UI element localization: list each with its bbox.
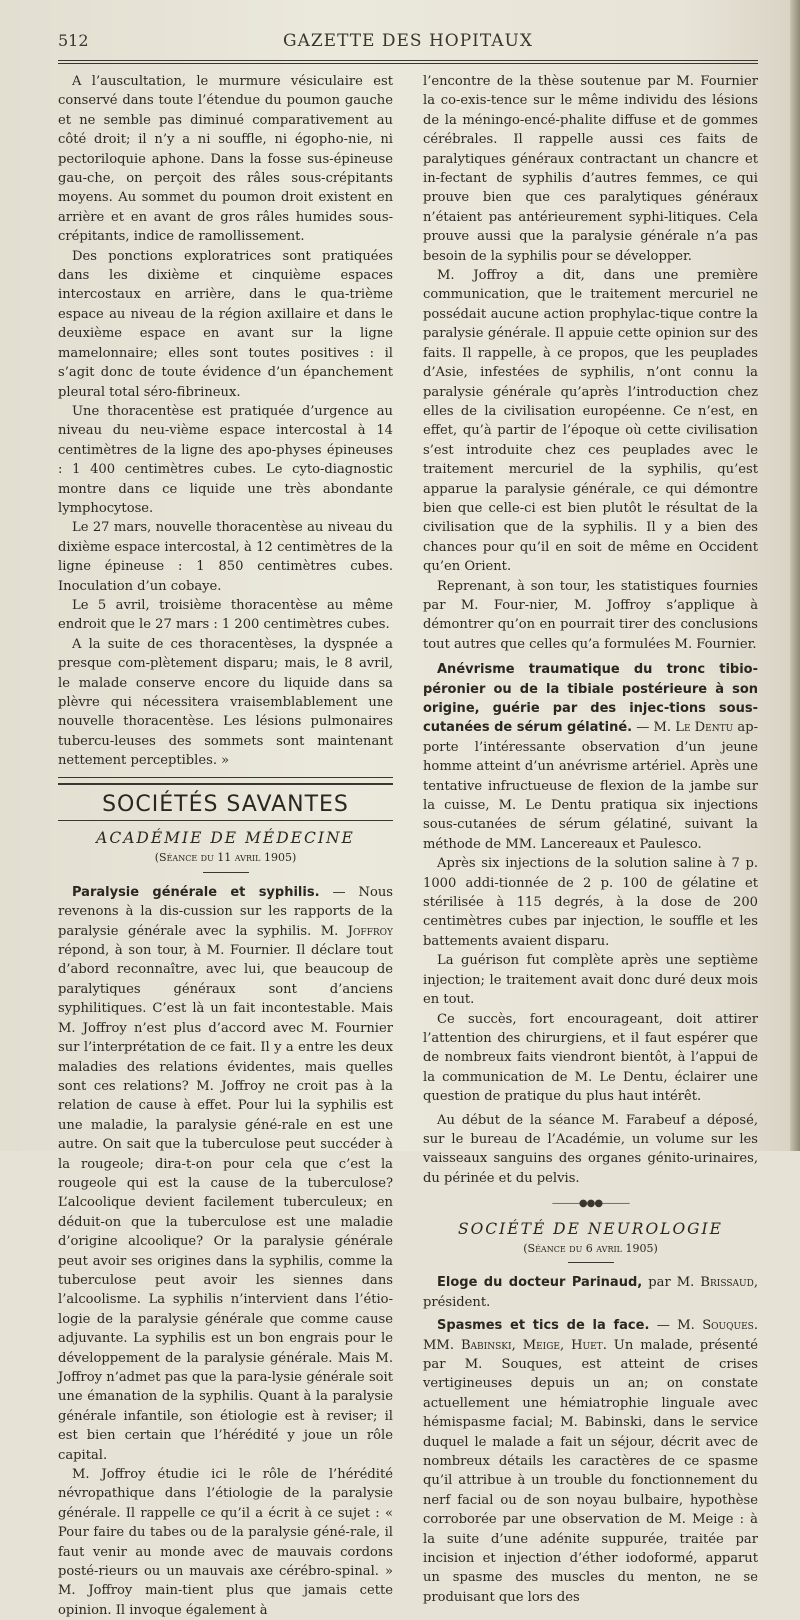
author-name: Meige [522, 1337, 560, 1353]
left-column [58, 72, 393, 1620]
article-heading: Anévrisme traumatique du tronc tibio-péronier ou de la tibiale postérieure à son origine, guérie par des injec-tions sous-cutanées de sérum gélatiné. [423, 662, 758, 736]
journal-title: GAZETTE DES HOPITAUX [282, 31, 533, 51]
paragraph: M. Joffroy étudie ici le rôle de l’hérédité névropathique dans l’étiologie de la paralysie générale. Il rappelle ce qu’il a écrit à ce sujet : « Pour faire du tabes ou de la paralysie géné-rale, il faut venir au monde avec de mauvais cordons posté-rieurs ou un mauvais axe cérébro-spinal. » M. Joffroy main-tient plus que jamais cette opinion. Il invoque également à [58, 1467, 393, 1618]
article-heading: Spasmes et tics de la face. [437, 1318, 650, 1334]
section-rule [58, 820, 393, 821]
paragraph: Des ponctions exploratrices sont pratiquées dans les dixième et cinquième espaces intercostaux en arrière, dans le qua-trième espace au niveau de la région axillaire et dans le deuxième espace en avant sur la ligne mamelonnaire; elles sont toutes positives : il s’agit donc de toute évidence d’un épanchement pleural total séro-fibrineux. [58, 248, 393, 400]
subsection-title: ACADÉMIE DE MÉDECINE [96, 829, 355, 848]
paragraph: A la suite de ces thoracentèses, la dyspnée a presque com-plètement disparu; mais, le 8 avril, le malade conserve encore du liquide dans sa plèvre qui nécessitera vraisemblablement une nouvelle thoracentèse. Les lésions pulmonaires tubercu-leuses des sommets sont maintenant nettement perceptibles. » [58, 636, 393, 769]
right-column [423, 72, 758, 1607]
author-name: Joffroy [347, 923, 393, 939]
paragraph: Reprenant, à son tour, les statistiques fournies par M. Four-nier, M. Joffroy s’applique à démontrer qu’on en pourrait tirer des conclusions tout autres que celles qu’a formulées M. Fournier. [423, 578, 758, 652]
section-title: SOCIÉTÉS SAVANTES [102, 791, 349, 817]
paragraph: Après six injections de la solution saline à 7 p. 1000 addi-tionnée de 2 p. 100 de gélatine et stérilisée à 115 degrés, à la dose de 200 centimètres cubes par injection, le souffle et les battements avaient disparu. [423, 856, 758, 949]
header-rule [58, 60, 758, 61]
short-rule [203, 872, 249, 873]
author-name: Le Dentu [675, 720, 734, 736]
article-heading: Paralysie générale et syphilis. [72, 884, 320, 900]
article-paragraph: Paralysie générale et syphilis. — Nous revenons à la dis-cussion sur les rapports de la paralysie générale avec la syphilis. M. Joffroy répond, à son tour, à M. Fournier. Il déclare tout d’abord reconnaître, avec lui, que beaucoup de paralytiques généraux sont d’anciens syphilitiques. C’est là un fait incontestable. Mais M. Joffroy n’est plus d’accord avec M. Fournier sur l’interprétation de ce fait. Il y a entre les deux maladies des relations évidentes, mais quelles sont ces relations? M. Joffroy ne croit pas à la relation de cause à effet. Pour lui la syphilis est une maladie, la paralysie géné-rale en est une autre. On sait que la tuberculose peut succéder à la rougeole; dira-t-on pour cela que c’est la rougeole qui est la cause de la tuberculose? L’alcoolique devient facilement tuberculeux; en déduit-on que la tuberculose est une maladie d’origine alcoolique? Or la paralysie générale peut avoir ses origines dans la syphilis, comme la tuberculose peut avoir les siennes dans l’alcoolisme. La syphilis n’intervient dans l’étio-logie de la paralysie générale que comme cause adjuvante. La syphilis est un bon engrais pour le développement de la paralysie générale. Mais M. Joffroy n’admet pas que la para-lysie générale soit une émanation de la syphilis. Quant à la paralysie générale infantile, son étiologie est à reviser; il est bien certain que l’hérédité y joue un rôle capital. [58, 884, 393, 1463]
article-paragraph: Anévrisme traumatique du tronc tibio-péronier ou de la tibiale postérieure à son origine, guérie par des injec-tions sous-cutanées de sérum gélatiné. — M. Le Dentu ap-porte l’intéressante observation d’un jeune homme atteint d’un anévrisme artériel. Après une tentative infructueuse de flexion de la jambe sur la cuisse, M. Le Dentu pratiqua six injections sous-cutanées de sérum gélatiné, suivant la méthode de MM. Lancereaux et Paulesco. [423, 662, 758, 852]
page-number: 512 [58, 31, 89, 50]
seance-date: (Séance du 6 avril 1905) [523, 1241, 658, 1255]
article-paragraph: Spasmes et tics de la face. — M. Souques. MM. Babinski, Meige, Huet. Un malade, présenté par M. Souques, est atteint de crises vertigineuses depuis un an; on constate actuellement une hémiatrophie linguale avec hémispasme facial; M. Babinski, dans le service duquel le malade a fait un séjour, décrit avec de nombreux détails les caractères de ce spasme qu’il attribue à un trouble du fonctionnement du nerf facial ou de son noyau bulbaire, hypothèse corroborée par une observation de M. Meige : à la suite d’une adénite suppurée, traitée par incision et injection d’éther iodoformé, apparut un spasme des muscles du menton, ne se produisant que lors des [423, 1318, 759, 1605]
paragraph: l’encontre de la thèse soutenue par M. Fournier la co-exis-tence sur le même individu des lésions de la méningo-encé-phalite diffuse et de gommes cérébrales. Il rappelle aussi ces faits de paralytiques généraux contractant un chancre et in-fectant de syphilis d’autres femmes, ce qui prouve bien que ces paralytiques généraux n’étaient pas antérieurement syphi-litiques. Cela prouve aussi que la paralysie générale n’a pas besoin de la syphilis pour se développer. [423, 74, 758, 264]
author-name: Huet [571, 1337, 603, 1353]
subsection-title: SOCIÉTÉ DE NEUROLOGIE [457, 1219, 723, 1238]
author-name: Babinski [460, 1337, 512, 1353]
seance-date: (Séance du 11 avril 1905) [154, 851, 297, 865]
eloge-paragraph: Eloge du docteur Parinaud, par M. Brissaud, président. [423, 1275, 758, 1310]
paragraph: Au début de la séance M. Farabeuf a déposé, sur le bureau de l’Académie, un volume sur les vaisseaux sanguins des organes génito-urinaires, du périnée et du pelvis. [423, 1112, 758, 1186]
author-name: Brissaud [700, 1275, 754, 1291]
header-rule-2 [58, 63, 758, 64]
page-header [58, 27, 758, 61]
section-divider [58, 777, 393, 785]
paragraph: A l’auscultation, le murmure vésiculaire est conservé dans toute l’étendue du poumon gauche et ne semble pas diminué comparativement au côté droit; il n’y a ni souffle, ni égopho-nie, ni pectoriloquie aphone. Dans la fosse sus-épineuse gau-che, on perçoit des râles sous-crépitants moyens. Au sommet du poumon droit existent en arrière et en avant de gros râles humides sous-crépitants, indice de ramollissement. [58, 74, 393, 245]
paragraph: Le 27 mars, nouvelle thoracentèse au niveau du dixième espace intercostal, à 12 centimètres de la ligne épineuse : 1 850 centimètres cubes. Inoculation d’un cobaye. [58, 520, 393, 594]
page-edge [790, 0, 800, 1151]
paragraph: M. Joffroy a dit, dans une première communication, que le traitement mercuriel ne possédait aucune action prophylac-tique contre la paralysie générale. Il appuie cette opinion sur des faits. Il rappelle, à ce propos, que les peuplades d’Asie, infestées de syphilis, n’ont connu la paralysie générale qu’après l’introduction chez elles de la civilisation européenne. Ce n’est, en effet, qu’à partir de l’époque où cette civilisation s’est introduite chez ces peuplades avec le traitement mercuriel de la syphilis, qu’est apparue la paralysie générale, ce qui démontre bien que celle-ci est bien plutôt le résultat de la civilisation que de la syphilis. Il y a bien des chances pour qu’il en soit de même en Occident qu’en Orient. [423, 268, 758, 575]
author-name: Souques [702, 1318, 754, 1334]
ornament-divider: ———●●●——— [551, 1198, 630, 1210]
short-rule [568, 1262, 614, 1263]
paragraph: La guérison fut complète après une septième injection; le traitement avait donc duré deux mois en tout. [423, 953, 758, 1008]
article-heading: Eloge du docteur Parinaud, [437, 1275, 643, 1291]
paragraph: Ce succès, fort encourageant, doit attirer l’attention des chirurgiens, et il faut espérer que de nombreux faits viendront bientôt, à l’appui de la communication de M. Le Dentu, éclairer une question de pratique du plus haut intérêt. [423, 1011, 758, 1105]
paragraph: Le 5 avril, troisième thoracentèse au même endroit que le 27 mars : 1 200 centimètres cubes. [58, 597, 393, 633]
paragraph: Une thoracentèse est pratiquée d’urgence au niveau du neu-vième espace intercostal à 14 centimètres de la ligne des apo-physes épineuses : 1 400 centimètres cubes. Le cyto-diagnostic montre dans ce liquide une très abondante lymphocytose. [58, 403, 393, 516]
